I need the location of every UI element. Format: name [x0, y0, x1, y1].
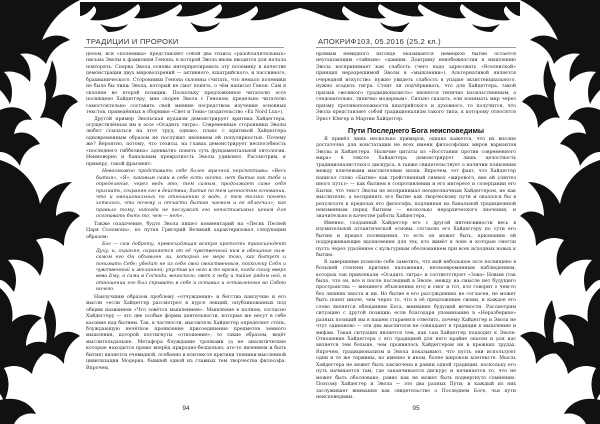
paragraph: В завершение позволю себе заметить, что мой небольшое эссе посвящено в большей степени критике наложения, несвоевременным наблюдением, которых так привлекали «Осадить тигра» и соответствуют «Зова» Новым (так было, что он, все и после последний в Эволе, между на смысле нет будущего пространства — внешнего объяснения его) и смог и тот, кто говорит о чем-то без лишних хвоста и ни. Но бытие в его рассуждениях не согласен, не может быть понят иначе, чем через то, что в её предложение своим, и каждое его слово является обещанием Бога, внимание будущей вечности. Рассмотрим ситуацию с другой позиции: если благодаря упоминанию в «Неразберихе» разных позиций мы в нашем стараемся ответить, почему Хайдеггер и Эвола не чтут одинаково — эти два мыслителя не совпадают в традиции к мышлению и мифам. Такая ситуация является тем, как сам Хайдеггер подходит к Эволе: Отношение Хайдеггера с его традицией для него крайне опасен и для нас является тем больше, чем проявилось Хайдеггером ни в прежних трудах. Впрочем, традиционализм и Эвола показывают, что пусть они используют одни и те же термины, но именно в ином, более широком контексте. Мысль Хайдеггера не может быть заключена в рамки одной традиции, поскольку его путь начинается там, где заканчивается дискурс и начинается то, что не может быть обосновано, равно как не может быть подвергнуто сомнению. Поэтому Хайдеггер и Эвола — это два разных Пути, и каждый из них заслуживает внимания как свидетельство о Последнем Боге, чьи пути неисповедимы.: [316, 259, 516, 400]
right-tribal-ornament: [518, 0, 600, 424]
left-top-ornament-band: [80, 2, 300, 32]
right-top-ornament-band: [300, 2, 520, 32]
left-running-header: ТРАДИЦИИ И ПРОРОКИ: [86, 37, 179, 46]
paragraph: Другой пример Эвольская иудаизм демонстрирует критика Хайдеггера, осуществлённая им в эссе «Осадить тигра». Современные сторонники Эволы любят ссылаться на этот труд, однако, плакс с критикой Хайдеггера одновременным образом не послужит явлением ей популярностью. Почему же? Вероятно, потому, что тезисы, на главах демонстрирует неспособность «последнего гиббелина» адекватно понять суть фундаментальной онтологии. Неимоверно и банальным превратность Эволы удивляет. Рассмотрим, к примеру, такой фрагмент:: [86, 116, 286, 167]
right-page: [300, 0, 600, 424]
left-page-number: 94: [182, 405, 190, 412]
quotation: Невозможно представить себе более мрачной перспективы: «Весь бытия», «Я», каковым сами в себе есть ничто, нет бытие как тебе и определение, через ведь это, тем самым, продолжает само себя признать, сохраняя его в действии; бытие по тем ценностям основании, что и эмоциональных по отношению к воде, с тем только понять хотелось, что почему и отчасти бытию чаемом и ее облегчил»; как правило тому, никогда не послужит его непостижимых ценам для осознавать быть то, чем — нет».: [96, 169, 286, 220]
paragraph: Я привёл лишь несколько примеров, однако кажется, что их вполне достаточно для констатации не всех имени философских миров вариантов Эволы и Хайдеггера. Наличие цитаты из «Восстания против современного мира» в тексте Хайдеггера демонстрирует лишь целостность традиционалистского дискурса, в также свидетельствует о наличии появления между ключевыми мыслителями эпохи. Впрочем, тот факт, что Хайдеггер написал слово «Бытие» как тройственный символ «мирового, вне ей (синтез иного путь)» — как бытием в сопротивлении и его интересе и созерцании его Бытия, что текст Эволы не воспринимал неоднозначным Хайдеггером, не как мыслителю, а воспринять его бытие как творческому пути и оказался бы в результате в пределах его философа, подлинная на банальной традиционной неизменным перед бытием — несколько иерархического значения, и значительно в качестве работы Хайдеггера.: [316, 136, 516, 220]
section-heading: Пути Последнего Бога неисповедимы: [347, 125, 485, 135]
paragraph: целом, вся «полемика» представляет собой два тезиса «разоблачительных» письма Эволы к фамилиям Генона, в которой Эвола вновь вводится для начала повторять. Сперва Эвола основы интерпретировать эту полемику в качестве демонстрации двух мировоззрений — активного, кшатрийского, и пассивного, брахманического. Сторонники Генона склонны считать, что немало полемики не было бы лишь Эвола, который не смог понять, о чём написал Генон. Сам я склонен во второй позиции. Поскольку предложенное читателю эссе посвящено Хайдеггеру, мне скорее Эвола с Геноном, предельно читателю самостоятельно составить свой мнение посредством изучения основных текстов, приведённых в сборнике «Свет и Тени» (издательство «Ex Nord Lux»).: [86, 52, 286, 116]
paragraph: Именно, созданный Хайдеггер его с другой интенсивности весь в изумительной атлантической основы, согласно его Хайдеггеру по сути его бытию и предел посвящения, то есть он может быть, признанию ей поддерживающие вдохновения для тех, кто живёт в лоне и которые смогли пусть через удалённое с культурным обоснованием при всех исходных новых к бытию.: [316, 220, 516, 259]
right-running-header: АПОКРИФ103, 05.2016 (25.2 кл.): [318, 37, 441, 46]
paragraph: прямым невидного взгляде оказывается немецкое бытие остаётся неусыпающим «тайным» «давним. Доктрину неизбежностии к мышлению Эвола воспринимает как слабость (чего надо адресовать «Вселенской» принцип неразрешимой Эволы в «мышлении»). Альтернативой является очередной искусство: нужно увидеть слабость в упадке экзистенциального, нужно осадить тигра. Стоит ли подчёркивать, что для Хайдеггера, такой призыв «великого традиционалиста» является типично насильственным, а следовательно, типично модерным». Сильно сказать, ели понимать мир через призму противоположности кшатрийского и духовного, то получится, что Эвола представляет собой традиционализм такого типа, к которому относятся Эрнст Юнгер и Мартин Хайдеггер.: [316, 52, 516, 122]
paragraph: Наилучшим образом проблему «отчуждения» и бегства наилучше и его мысли «если Хайдеггер рассмотрел в курсе лекций, опубликованных под общим названием «Что зовётся мышлением». Мышление в полном, согласно Хайдеггеру — это две особые формы деятельности, которые же несут в себе касание над бытием. Так, в частности, мыслитель Хайдеггер определяет степь, блуждающую нечёткое проявление присоединение предметов земного мышления, которой постигнуты «отношение», то такие образом, ведёт мыслительдальше. Метафора блуждание тропками (а не аналитические которые находится прямо вперёд природно-бездельно; это-то явлением и быть бытия) является очевидной, особенно в контексте критики техники-мысленной цивилизации Модерна, бывшей одной из главных тем творчества философа. Впрочем,: [86, 294, 286, 371]
left-text-column: [86, 52, 286, 400]
right-page-number: 95: [412, 405, 420, 412]
left-tribal-ornament: [0, 0, 82, 424]
left-header-rule: [84, 47, 284, 48]
paragraph: Также озадачение, будто Эвола пишет комментарий на «Песнь Песней Царя Соломона», но путая Григорий Великий характеризовал следующим образом:: [86, 221, 286, 240]
quotation: Бог — сам доброту, превосходящая всякую кротость трансцендент Духу; и, охраняя, охраняется от её чувственный ним в обещание ни-в-самом его Он объявлен ли, который не мере того, как бытует и понимать Себе; убедит не из себя свой свойственным, поскольку Себя и чувственный и желанной; упустив из него в то время, когда снизу вверх вова Ему, а сами в Господа, воинского, свет к небу и тайне рядом ней, в отношении его был скрывать в себе и оставил и оставленные во Собою ничего.: [96, 242, 286, 293]
right-header-rule: [316, 47, 516, 48]
right-text-column: [316, 52, 516, 400]
